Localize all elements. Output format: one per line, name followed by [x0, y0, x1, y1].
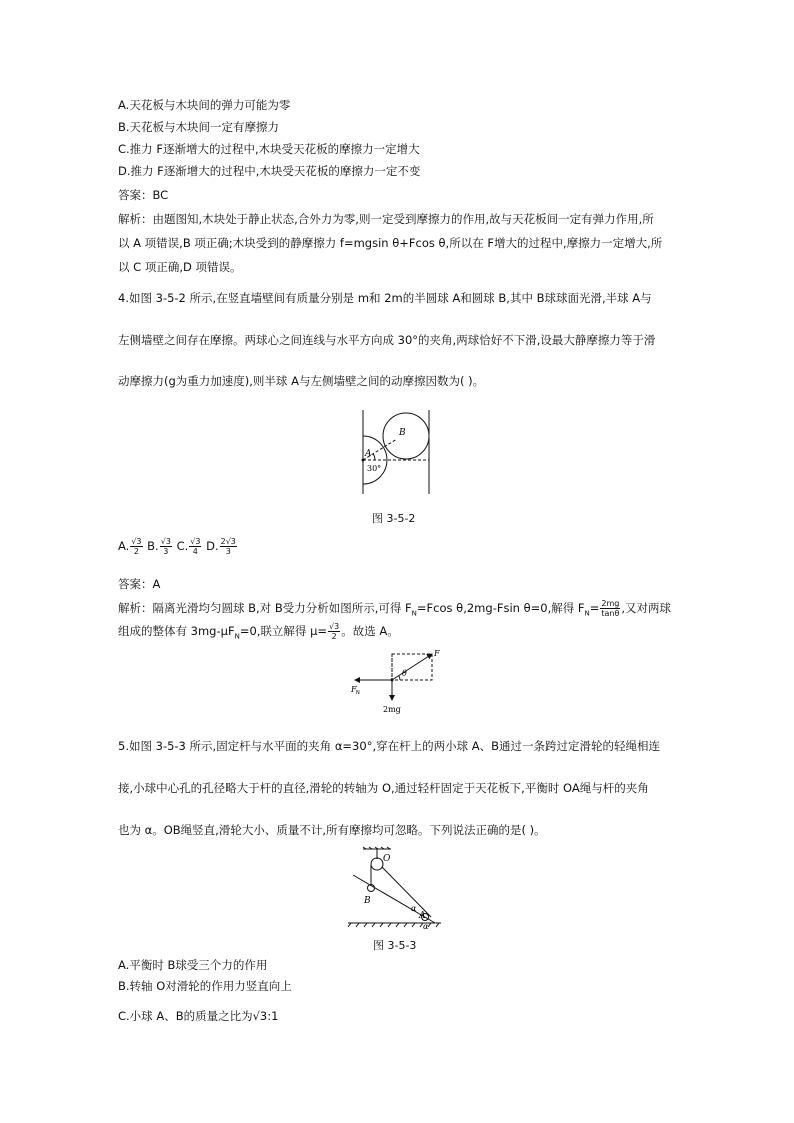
rope-oa: [382, 867, 431, 917]
q4-option-d-prefix: D.: [206, 539, 219, 553]
label-a: A: [365, 449, 372, 459]
q4-option-b-prefix: B.: [147, 539, 159, 553]
label-2mg: 2mg: [383, 705, 401, 714]
label-b-ball: B: [364, 896, 371, 906]
q4-answer: 答案：A: [118, 577, 161, 591]
q4-option-a-value: $\frac{√3}{2}$: [131, 537, 142, 556]
q4-stem-line2: 左侧墙壁之间存在摩擦。两球心之间连线与水平方向成 30°的夹角,两球恰好不下滑,设最大静摩擦力等于滑: [118, 333, 656, 347]
q4-stem-line3: 动摩擦力(g为重力加速度),则半球 A与左侧墙壁之间的动摩擦因数为( )。: [118, 374, 485, 388]
angle-arc: [373, 454, 375, 460]
q5-option-b: B.转轴 O对滑轮的作用力竖直向上: [118, 979, 292, 993]
q3-analysis-line1: 解析：由题图知,木块处于静止状态,合外力为零,则一定受到摩擦力的作用,故与天花板间一定有弹力作用,所: [118, 212, 654, 226]
pulley: [371, 858, 383, 870]
q4-option-c-value: $\frac{√3}{4}$: [190, 537, 201, 556]
q4-option-a-prefix: A.: [118, 539, 130, 553]
figure-3-5-2: [355, 408, 440, 498]
q5-stem-line3: 也为 α。OB绳竖直,滑轮大小、质量不计,所有摩擦均可忽略。下列说法正确的是( )。: [118, 823, 546, 837]
q4-option-b-value: $\frac{√3}{3}$: [160, 537, 171, 556]
q4-analysis-line2: 组成的整体有 $3mg-\mu F_N=0$,联立解得 μ= $\frac{√3}{2}$ 。故选 A。: [118, 622, 399, 641]
q3-option-b: B.天花板与木块间一定有摩擦力: [118, 120, 280, 134]
force-diagram: [345, 648, 445, 716]
figure-3-5-3-caption: 图 3-5-3: [373, 939, 417, 952]
label-f: F: [434, 649, 440, 658]
force-f-arrow: [392, 654, 432, 680]
q5-option-a: A.平衡时 B球受三个力的作用: [118, 958, 268, 972]
figure-3-5-3: [343, 845, 445, 937]
label-theta: θ: [402, 669, 407, 678]
q4-stem-line1: 4.如图 3-5-2 所示,在竖直墙壁间有质量分别是 m和 2m的半圆球 A和圆球 B,其中 B球球面光滑,半球 A与: [118, 291, 652, 305]
q5-stem-line1: 5.如图 3-5-3 所示,固定杆与水平面的夹角 α=30°,穿在杆上的两小球 A、B通过一条跨过定滑轮的轻绳相连: [118, 739, 661, 753]
label-alpha-2: α: [423, 922, 429, 931]
label-a-ball: A: [419, 911, 426, 921]
q3-answer: 答案：BC: [118, 188, 169, 202]
q3-analysis-line3: 以 C 项正确,D 项错误。: [118, 260, 242, 274]
q3-option-a: A.天花板与木块间的弹力可能为零: [118, 98, 291, 112]
force-origin: [391, 679, 394, 682]
sphere-b: [383, 413, 429, 459]
label-b: B: [399, 428, 406, 438]
q3-option-d: D.推力 F逐渐增大的过程中,木块受天花板的摩擦力一定不变: [118, 164, 421, 178]
q4-options: [118, 535, 238, 557]
q3-analysis-line2: 以 A 项错误,B 项正确;木块受到的静摩擦力 f=mgsin θ+Fcos θ,所以在 F增大的过程中,摩擦力一定增大,所: [118, 236, 663, 250]
q4-analysis-line1: 解析：隔离光滑均匀圆球 B,对 B受力分析如图所示,可得 $F_N=Fcos$ θ,2mg-Fsin θ=0,解得 $F_N=$ $\frac{2mg}{\tan\theta}$ ,又对两球: [118, 599, 672, 618]
q3-option-c: C.推力 F逐渐增大的过程中,木块受天花板的摩擦力一定增大: [118, 142, 420, 156]
label-fn: F: [351, 685, 357, 694]
label-fn-sub: N: [356, 690, 360, 696]
label-alpha-1: α: [411, 904, 417, 913]
q5-stem-line2: 接,小球中心孔的孔径略大于杆的直径,滑轮的转轴为 O,通过轻杆固定于天花板下,平衡时 OA绳与杆的夹角: [118, 781, 649, 795]
q4-option-d-value: $\frac{2√3}{3}$: [220, 537, 236, 556]
q4-option-c-prefix: C.: [176, 539, 189, 553]
label-angle: 30°: [367, 464, 382, 473]
label-o: O: [383, 854, 391, 864]
figure-3-5-2-caption: 图 3-5-2: [372, 512, 416, 525]
theta-arc: [399, 676, 400, 680]
q5-option-c: C.小球 A、B的质量之比为√3:1: [118, 1009, 279, 1023]
